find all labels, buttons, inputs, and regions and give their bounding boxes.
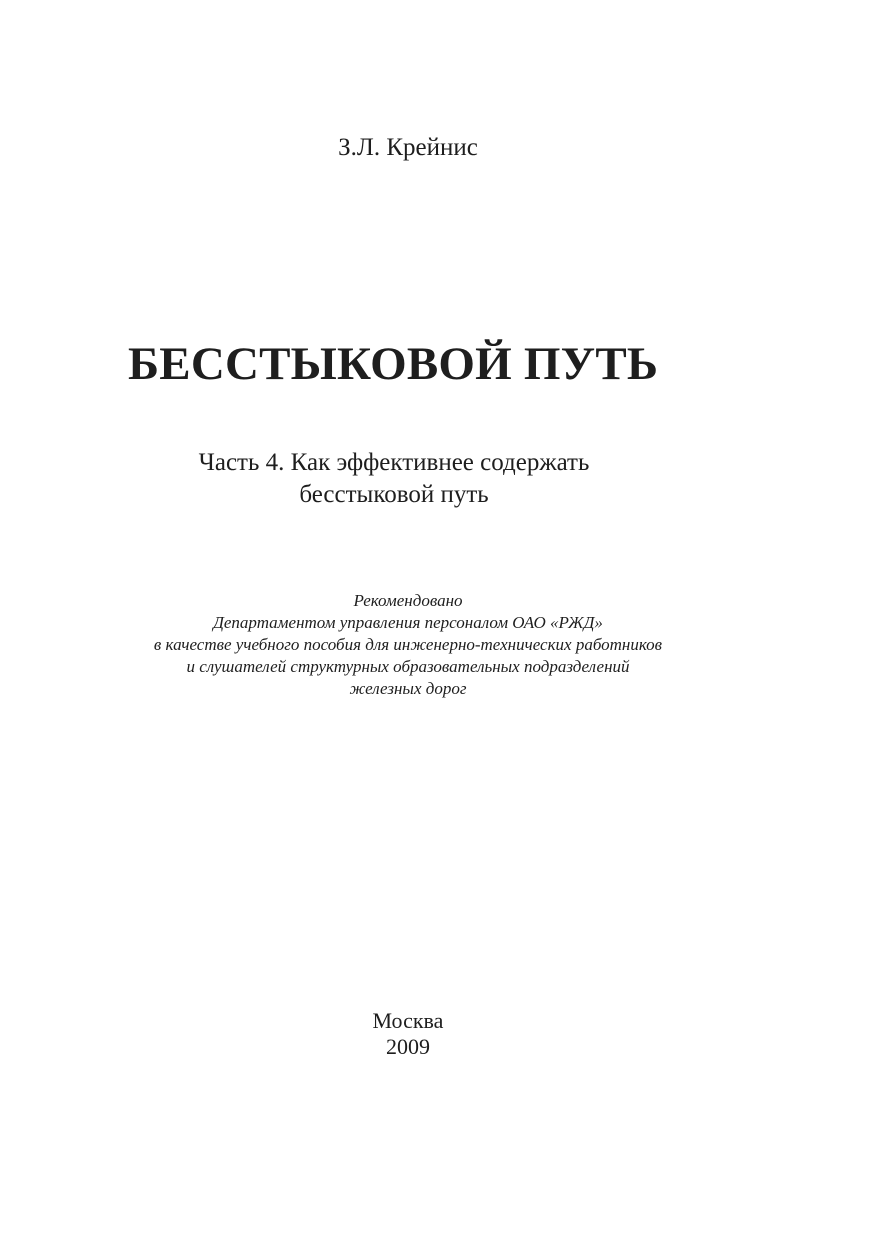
recommendation-line: железных дорог xyxy=(349,679,467,698)
recommendation-line: Рекомендовано xyxy=(353,591,463,610)
recommendation-line: и слушателей структурных образовательных подразделений xyxy=(186,657,630,676)
recommendation-line: Департаментом управления персоналом ОАО «РЖД» xyxy=(213,613,603,632)
publication-year: 2009 xyxy=(386,1034,430,1059)
recommendation-block xyxy=(0,590,816,700)
recommendation-line: в качестве учебного пособия для инженерно-технических работников xyxy=(153,635,663,654)
author-name: З.Л. Крейнис xyxy=(338,134,478,161)
publication-city: Москва xyxy=(372,1008,444,1033)
book-subtitle xyxy=(0,447,788,511)
subtitle-line: бесстыковой путь xyxy=(299,481,489,508)
imprint xyxy=(0,1008,816,1060)
book-title: БЕССТЫКОВОЙ ПУТЬ xyxy=(128,338,659,390)
subtitle-line: Часть 4. Как эффективнее содержать xyxy=(198,449,590,476)
